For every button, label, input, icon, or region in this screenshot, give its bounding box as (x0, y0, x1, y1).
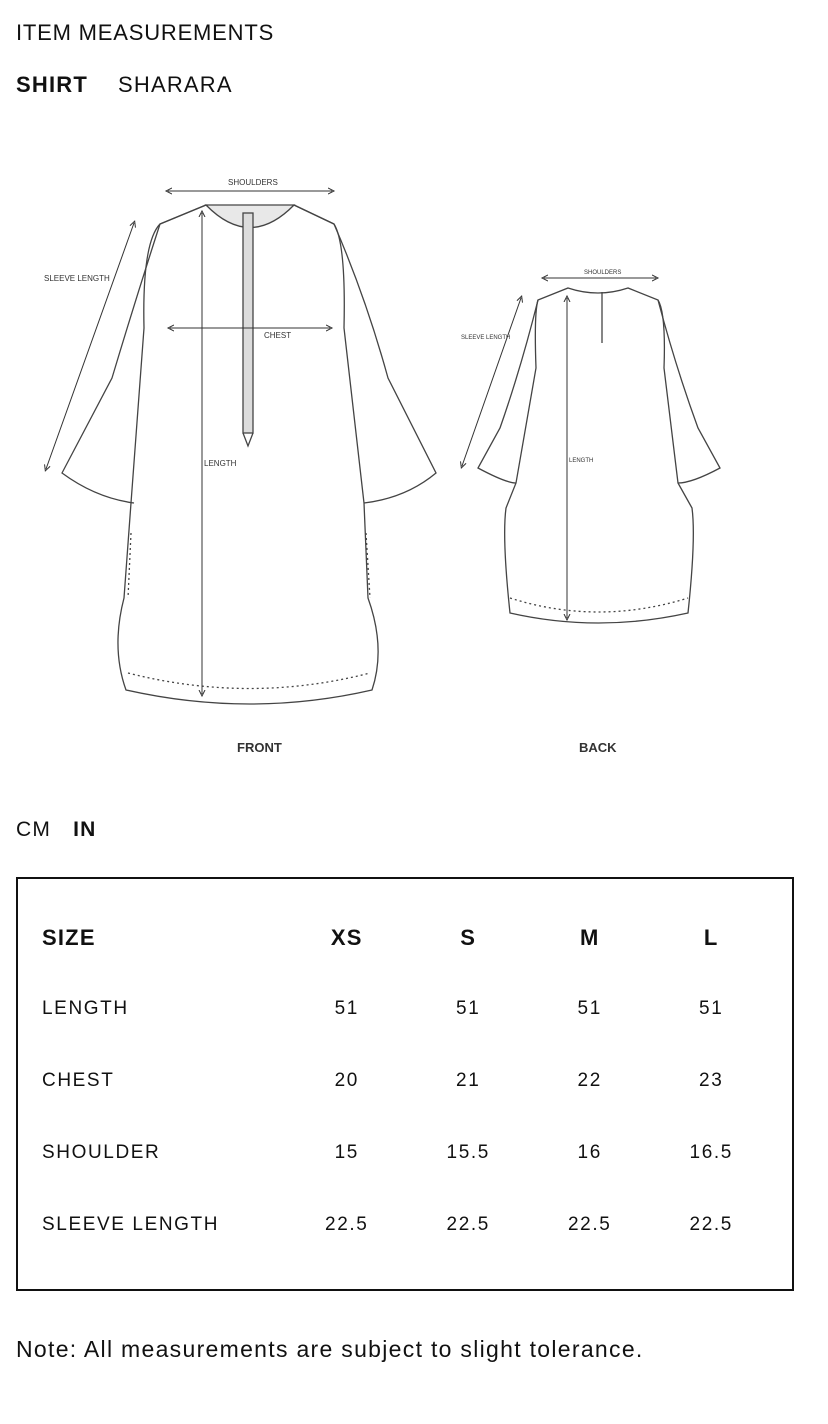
cell-value: 22.5 (325, 1214, 369, 1235)
back-sleeve-length-label: SLEEVE LENGTH (461, 335, 511, 341)
table-row (42, 973, 772, 1045)
tolerance-note: Note: All measurements are subject to slight tolerance. (16, 1336, 644, 1362)
header-m: M (579, 925, 600, 950)
cell-value: 22.5 (446, 1214, 490, 1235)
table-header-row (42, 903, 772, 973)
table-row (42, 1189, 772, 1261)
back-length-label: LENGTH (569, 458, 594, 464)
back-shoulders-label: SHOULDERS (584, 270, 622, 276)
back-caption: BACK (579, 740, 617, 755)
row-label: SHOULDER (42, 1142, 161, 1163)
cell-value: 51 (699, 998, 724, 1019)
measurement-diagram (16, 128, 806, 792)
cell-value: 22.5 (568, 1214, 612, 1235)
section-title: ITEM MEASUREMENTS (16, 20, 275, 45)
cell-value: 51 (577, 998, 602, 1019)
front-length-label: LENGTH (204, 459, 237, 468)
row-label: CHEST (42, 1070, 115, 1091)
table-row (42, 1117, 772, 1189)
garment-tabs (16, 72, 233, 98)
cell-value: 16 (577, 1142, 602, 1163)
front-caption: FRONT (237, 740, 282, 755)
unit-cm-button[interactable]: CM (16, 818, 52, 841)
table-row (42, 1045, 772, 1117)
size-chart (16, 877, 794, 1291)
cell-value: 22.5 (689, 1214, 733, 1235)
header-l: L (703, 925, 719, 950)
tab-sharara[interactable]: SHARARA (118, 72, 233, 97)
unit-in-button[interactable]: IN (73, 818, 97, 841)
front-shirt-illustration (62, 205, 436, 704)
header-s: S (460, 925, 477, 950)
cell-value: 51 (334, 998, 359, 1019)
cell-value: 15 (334, 1142, 359, 1163)
header-size: SIZE (42, 925, 96, 950)
unit-toggle (16, 818, 96, 842)
cell-value: 22 (577, 1070, 602, 1091)
header-xs: XS (330, 925, 363, 950)
cell-value: 16.5 (689, 1142, 733, 1163)
tab-shirt[interactable]: SHIRT (16, 72, 88, 97)
cell-value: 20 (334, 1070, 359, 1091)
cell-value: 51 (456, 998, 481, 1019)
size-table (42, 903, 772, 1261)
back-shirt-illustration (478, 288, 720, 623)
row-label: LENGTH (42, 998, 129, 1019)
front-chest-label: CHEST (264, 331, 292, 340)
cell-value: 21 (456, 1070, 481, 1091)
cell-value: 23 (699, 1070, 724, 1091)
row-label: SLEEVE LENGTH (42, 1214, 220, 1235)
front-shoulders-label: SHOULDERS (228, 178, 278, 187)
front-sleeve-length-label: SLEEVE LENGTH (44, 274, 110, 283)
cell-value: 15.5 (446, 1142, 490, 1163)
